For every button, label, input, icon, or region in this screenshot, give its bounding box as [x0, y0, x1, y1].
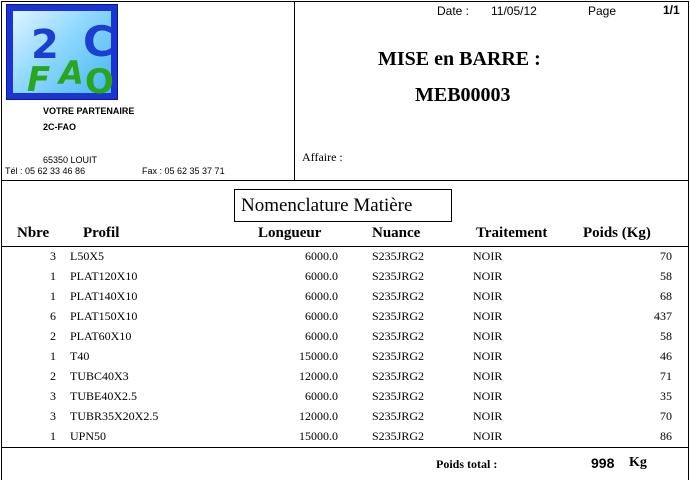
cell-longueur: 6000.0	[305, 389, 338, 403]
fax-label: Fax :	[142, 166, 165, 176]
cell-profil: T40	[70, 349, 90, 363]
table-row	[0, 389, 690, 409]
cell-profil: L50X5	[70, 249, 104, 263]
table-row	[0, 429, 690, 449]
cell-poids: 70	[660, 249, 672, 263]
cell-nbre: 2	[50, 369, 56, 383]
cell-profil: PLAT60X10	[70, 329, 132, 343]
table-row	[0, 409, 690, 429]
cell-nbre: 2	[50, 329, 56, 343]
table-row	[0, 329, 690, 349]
cell-nbre: 1	[50, 269, 56, 283]
date-value: 11/05/12	[491, 4, 537, 18]
cell-poids: 58	[660, 329, 672, 343]
total-weight-label: Poids total :	[436, 457, 498, 471]
cell-traitement: NOIR	[473, 409, 503, 423]
table-row	[0, 269, 690, 289]
total-weight-value: 998	[591, 455, 615, 471]
cell-nbre: 3	[50, 389, 56, 403]
cell-poids: 86	[660, 429, 672, 443]
cell-poids: 35	[660, 389, 672, 403]
logo-glyph-a: A	[59, 54, 84, 92]
page-label: Page	[588, 4, 617, 18]
cell-longueur: 15000.0	[299, 349, 338, 363]
company-fax	[142, 166, 225, 176]
cell-nuance: S235JRG2	[372, 289, 425, 303]
cell-profil: TUBC40X3	[70, 369, 129, 383]
cell-nuance: S235JRG2	[372, 329, 425, 343]
cell-nbre: 1	[50, 429, 56, 443]
cell-poids: 71	[660, 369, 672, 383]
company-name: 2C-FAO	[43, 122, 77, 132]
logo-glyph-f: F	[27, 60, 51, 100]
phone-label: Tél :	[5, 166, 26, 176]
column-header-poids: Poids (Kg)	[583, 225, 651, 241]
column-header-profil: Profil	[83, 225, 120, 241]
table-row	[0, 349, 690, 369]
cell-traitement: NOIR	[473, 369, 503, 383]
column-header-nbre: Nbre	[17, 225, 50, 241]
cell-traitement: NOIR	[473, 389, 503, 403]
logo-glyph-o: O	[85, 62, 114, 100]
column-header-nuance: Nuance	[372, 225, 421, 241]
cell-poids: 437	[654, 309, 672, 323]
page-number: 1/1	[663, 3, 680, 17]
cell-longueur: 6000.0	[305, 289, 338, 303]
header-divider	[294, 1, 295, 181]
cell-traitement: NOIR	[473, 249, 503, 263]
cell-longueur: 15000.0	[299, 429, 338, 443]
cell-longueur: 6000.0	[305, 269, 338, 283]
cell-nbre: 3	[50, 409, 56, 423]
company-phone	[5, 166, 85, 176]
company-address: 65350 LOUIT	[43, 155, 98, 165]
cell-traitement: NOIR	[473, 349, 503, 363]
cell-nuance: S235JRG2	[372, 429, 425, 443]
cell-profil: UPN50	[70, 429, 107, 443]
cell-longueur: 6000.0	[305, 309, 338, 323]
cell-longueur: 6000.0	[305, 329, 338, 343]
column-header-longueur: Longueur	[258, 225, 322, 241]
column-header-traitement: Traitement	[476, 225, 548, 241]
cell-profil: PLAT140X10	[70, 289, 138, 303]
company-tagline: VOTRE PARTENAIRE	[43, 106, 135, 116]
cell-longueur: 12000.0	[299, 409, 338, 423]
table-row	[0, 309, 690, 329]
cell-poids: 58	[660, 269, 672, 283]
cell-nuance: S235JRG2	[372, 349, 425, 363]
company-logo	[6, 4, 118, 100]
cell-nbre: 1	[50, 289, 56, 303]
cell-nuance: S235JRG2	[372, 269, 425, 283]
cell-nbre: 6	[50, 309, 56, 323]
section-title: Nomenclature Matière	[241, 195, 413, 216]
column-header-rule	[1, 246, 689, 247]
cell-nuance: S235JRG2	[372, 389, 425, 403]
cell-nbre: 3	[50, 249, 56, 263]
cell-traitement: NOIR	[473, 269, 503, 283]
cell-traitement: NOIR	[473, 429, 503, 443]
cell-nbre: 1	[50, 349, 56, 363]
logo-glyph-c: C	[83, 17, 114, 66]
section-title-box	[234, 189, 452, 222]
cell-poids: 70	[660, 409, 672, 423]
cell-nuance: S235JRG2	[372, 309, 425, 323]
table-row	[0, 289, 690, 309]
cell-profil: TUBR35X20X2.5	[70, 409, 159, 423]
logo-glyph-2: 2	[31, 22, 59, 68]
total-weight-unit: Kg	[629, 455, 647, 470]
affaire-label: Affaire :	[302, 150, 343, 164]
cell-nuance: S235JRG2	[372, 409, 425, 423]
table-row	[0, 249, 690, 269]
document-title: MISE en BARRE :	[378, 48, 541, 70]
cell-poids: 68	[660, 289, 672, 303]
cell-profil: PLAT150X10	[70, 309, 138, 323]
cell-profil: TUBE40X2.5	[70, 389, 137, 403]
cell-profil: PLAT120X10	[70, 269, 138, 283]
cell-traitement: NOIR	[473, 309, 503, 323]
date-label: Date :	[437, 4, 470, 18]
cell-traitement: NOIR	[473, 289, 503, 303]
cell-nuance: S235JRG2	[372, 249, 425, 263]
cell-poids: 46	[660, 349, 672, 363]
document-number: MEB00003	[415, 84, 511, 106]
table-row	[0, 369, 690, 389]
cell-longueur: 12000.0	[299, 369, 338, 383]
logo-background	[13, 11, 114, 100]
cell-longueur: 6000.0	[305, 249, 338, 263]
cell-traitement: NOIR	[473, 329, 503, 343]
phone-value: 05 62 33 46 86	[25, 166, 86, 176]
cell-nuance: S235JRG2	[372, 369, 425, 383]
fax-value: 05 62 35 37 71	[164, 166, 225, 176]
